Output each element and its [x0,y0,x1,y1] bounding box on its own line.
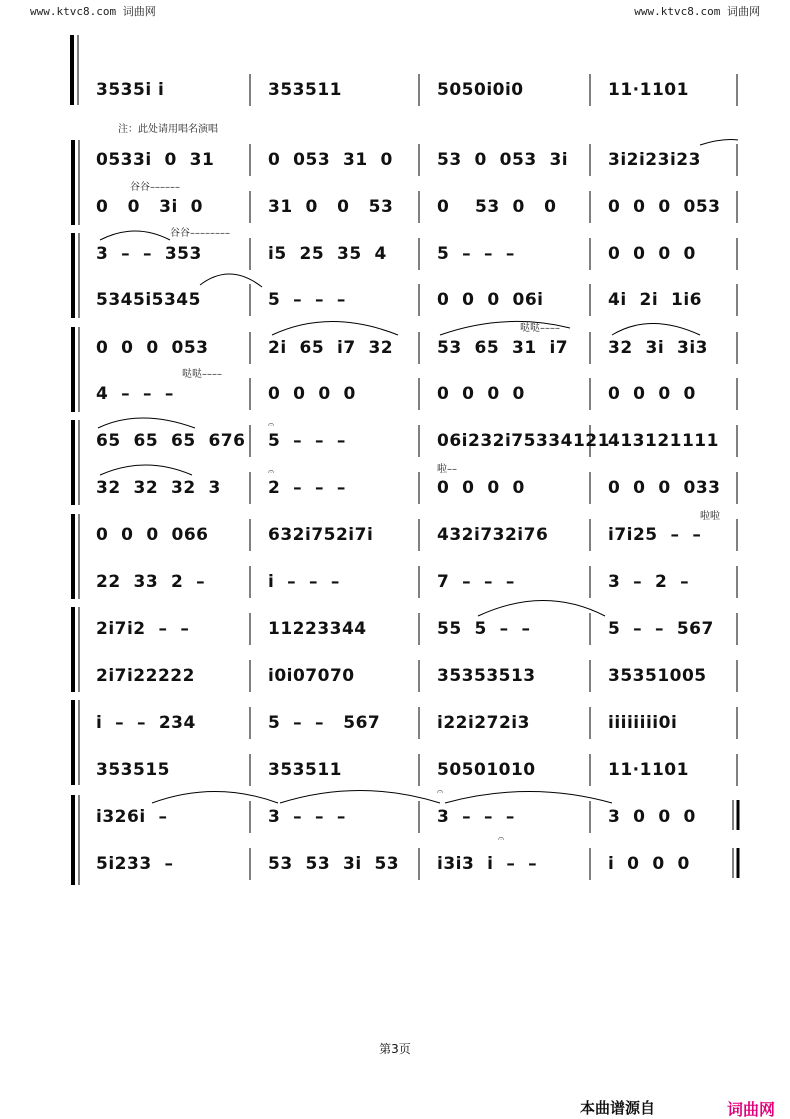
measure: 353511 [268,760,342,780]
measure: 2i7i2 – – [96,619,190,639]
fermata-2: 𝄐 [268,465,275,478]
measure: 0 0 0 0 [437,478,525,498]
measure: 0 0 3i 0 [96,197,203,217]
measure: 3 – – – [268,807,346,827]
measure: 53 53 3i 53 [268,854,400,874]
measure: 5345i5345 [96,290,201,310]
notation-row [0,525,790,553]
measure: 32 3i 3i3 [608,338,708,358]
notation-row [0,666,790,694]
measure: 632i752i7i [268,525,374,545]
fermata-3: 𝄐 [437,785,444,798]
notation-row [0,338,790,366]
notation-row [0,197,790,225]
measure: 3 – 2 – [608,572,690,592]
measure: 4i 2i 1i6 [608,290,702,310]
measure: i – – – [268,572,340,592]
measure: 32 32 32 3 [96,478,221,498]
measure: 0 053 31 0 [268,150,393,170]
measure: i5 25 35 4 [268,244,387,264]
measure: 22 33 2 – [96,572,206,592]
measure: 2i 65 i7 32 [268,338,394,358]
site-header-left: www.ktvc8.com 词曲网 [30,5,156,18]
measure: i3i3 i – – [437,854,538,874]
measure: 53 65 31 i7 [437,338,569,358]
notation-row [0,713,790,741]
measure: i0i07070 [268,666,355,686]
measure: 5 – – – [437,244,515,264]
measure: 0533i 0 31 [96,150,215,170]
measure: 11·1101 [608,80,689,100]
notation-row [0,150,790,178]
performance-note: 注：此处请用唱名演唱 [118,124,218,135]
measure: 432i732i76 [437,525,549,545]
measure: 353511 [268,80,342,100]
notation-row [0,431,790,459]
site-logo: 词曲网 [727,1100,776,1119]
measure: 0 0 0 0 [608,244,696,264]
measure: 0 53 0 0 [437,197,557,217]
measure: 35351005 [608,666,707,686]
measure: 31 0 0 53 [268,197,394,217]
measure: 3 0 0 0 [608,807,696,827]
notation-row [0,807,790,835]
fermata-4: 𝄐 [498,832,505,845]
measure: 3535i i [96,80,165,100]
measure: 5 – – 567 [268,713,381,733]
measure: 0 0 0 0 [437,384,525,404]
measure: 11223344 [268,619,367,639]
measure: 2 – – – [268,478,346,498]
notation-row [0,244,790,272]
measure: i7i25 – – [608,525,702,545]
measure: 0 0 0 0 [608,384,696,404]
measure: 5 – – – [268,290,346,310]
page-number: 第3页 [379,1042,411,1056]
site-header-right: www.ktvc8.com 词曲网 [634,5,760,18]
lyric-dada-1: 哒哒–––– [520,323,560,334]
measure: 53 0 053 3i [437,150,569,170]
measure: 5 – – – [268,431,346,451]
measure: 55 5 – – [437,619,531,639]
measure: 0 0 0 0 [268,384,356,404]
notation-row [0,619,790,647]
lyric-gugu-1: 谷谷–––––– [130,182,180,193]
measure: 35353513 [437,666,536,686]
notation-row [0,760,790,788]
measure: 413121111 [608,431,719,451]
measure: i 0 0 0 [608,854,690,874]
lyric-la-1: 啦–– [437,464,457,475]
measure: 353515 [96,760,170,780]
measure: 50501010 [437,760,536,780]
measure: 5 – – 567 [608,619,714,639]
notation-row [0,384,790,412]
measure: i326i – [96,807,168,827]
measure: 2i7i22222 [96,666,195,686]
notation-row [0,80,790,108]
measure: 3 – – – [437,807,515,827]
measure: 7 – – – [437,572,515,592]
notation-row [0,572,790,600]
measure: 11·1101 [608,760,689,780]
measure: 06i232i75334121 [437,431,610,451]
lyric-dada-2: 哒哒–––– [182,369,222,380]
notation-row [0,854,790,882]
notation-row [0,290,790,318]
measure: 0 0 0 053 [96,338,209,358]
lyric-la-2: 啦啦 [700,511,720,522]
measure: iiiiiiii0i [608,713,678,733]
measure: 65 65 65 676 [96,431,246,451]
fermata-1: 𝄐 [268,418,275,431]
measure: 0 0 0 06i [437,290,544,310]
measure: 4 – – – [96,384,174,404]
measure: 0 0 0 053 [608,197,721,217]
measure: 5i233 – [96,854,174,874]
measure: i – – 234 [96,713,196,733]
measure: 3i2i23i23 [608,150,701,170]
notation-row [0,478,790,506]
measure: i22i272i3 [437,713,530,733]
measure: 0 0 0 066 [96,525,209,545]
measure: 5050i0i0 [437,80,524,100]
lyric-gugu-2: 谷谷–––––––– [170,228,230,239]
source-label: 本曲谱源自 [580,1099,656,1117]
measure: 3 – – 353 [96,244,202,264]
measure: 0 0 0 033 [608,478,721,498]
